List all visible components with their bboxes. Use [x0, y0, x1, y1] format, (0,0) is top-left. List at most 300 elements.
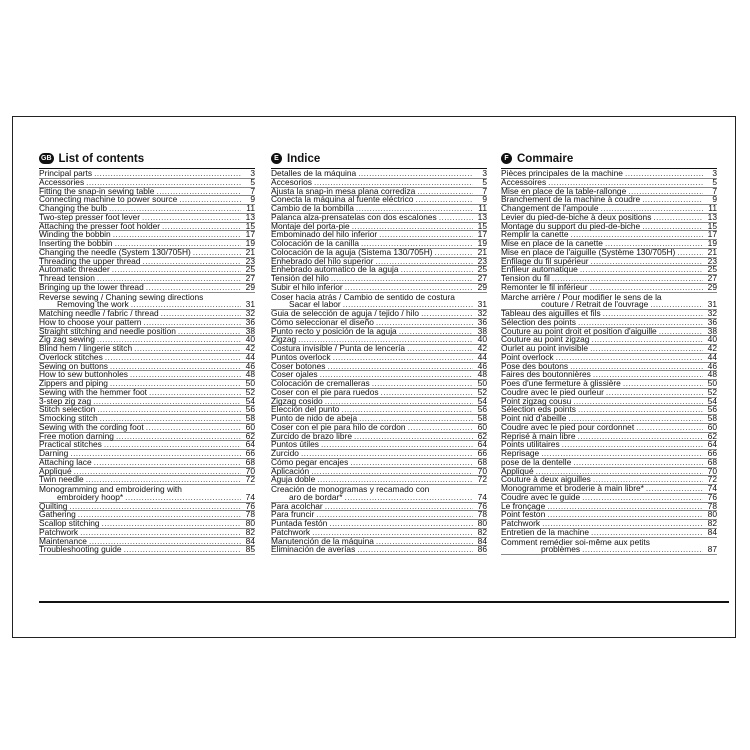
- toc-entry-title: Levier du pied-de-biche à deux positions: [501, 211, 652, 222]
- toc-entry-page: 3: [250, 168, 255, 178]
- toc-entry-title: Mise en place de l'aiguille (Système 130/705H): [501, 246, 676, 257]
- column-heading: [501, 151, 717, 169]
- toc-entry-title: Sewing with the hemmer foot: [39, 386, 147, 397]
- toc-entry-page: 11: [478, 203, 487, 213]
- toc-entry-title: Couture au point droit et position d'aiguille: [501, 325, 657, 336]
- toc-entry-title: Maintenance: [39, 535, 87, 546]
- toc-entry-title: Accessoires: [501, 176, 547, 187]
- toc-entry-title: Subir el hilo inferior: [271, 281, 343, 292]
- toc-entry-page: 40: [477, 334, 487, 345]
- dot-leader: [193, 248, 241, 257]
- toc-entry-title: Practical stitches: [39, 439, 102, 450]
- dot-leader: [325, 502, 473, 511]
- dot-leader: [636, 423, 703, 432]
- toc-entry-title: Sewing with the cording foot: [39, 421, 144, 432]
- toc-entry-title: Poes d'une fermeture à glissière: [501, 378, 621, 388]
- toc-entry-page: 60: [477, 421, 487, 432]
- toc-entry-title: Changement de l'ampoule: [501, 203, 599, 213]
- toc-entry-page: 15: [477, 220, 487, 231]
- toc-entry-page: 13: [245, 211, 255, 222]
- dot-leader: [376, 537, 473, 546]
- dot-leader: [325, 397, 473, 406]
- toc-entry-title: embroidery hoop*: [57, 491, 124, 502]
- toc-entry-title: Scallop stitching: [39, 518, 100, 528]
- toc-entry-title: Zurcido: [271, 448, 299, 458]
- contents-columns: [39, 151, 729, 601]
- toc-entry-title: Stitch selection: [39, 404, 96, 415]
- toc-entry-title: Changing the bulb: [39, 203, 107, 213]
- toc-entry-title: Monogramming and embroidering with: [39, 484, 182, 494]
- dot-leader: [331, 274, 473, 283]
- toc-entry-title: aro de bordar*: [289, 491, 343, 502]
- dot-leader: [94, 458, 241, 467]
- dot-leader: [659, 327, 703, 336]
- toc-entry-title: pose de la dentelle: [501, 456, 572, 467]
- toc-entry-page: 17: [477, 229, 487, 240]
- toc-entry-page: 21: [245, 246, 255, 257]
- toc-entry-title: Colocación de cremalleras: [271, 378, 370, 388]
- dot-leader: [113, 230, 241, 239]
- dot-leader: [94, 169, 241, 178]
- dot-leader: [74, 467, 241, 476]
- toc-entry-page: 38: [707, 325, 717, 336]
- toc-entry-page: 5: [250, 176, 255, 187]
- toc-entry-page: 82: [707, 518, 717, 528]
- column-title: List of contents: [58, 152, 145, 165]
- toc-entry-title: Accessories: [39, 176, 85, 187]
- toc-entry-title: Tableau des aiguilles et fils: [501, 308, 601, 318]
- toc-entry-page: 46: [245, 360, 255, 371]
- toc-entry-title: Comment remédier soi-même aux petits: [501, 536, 650, 547]
- toc-entry-page: 72: [245, 474, 255, 485]
- toc-entry-title: Patchwork: [271, 526, 311, 537]
- dot-leader: [591, 528, 703, 537]
- toc-entry-page: 68: [707, 456, 717, 467]
- toc-entry-page: 19: [707, 238, 717, 248]
- toc-entry-title: Costura invisible / Punta de lencería: [271, 343, 406, 353]
- toc-entry-title: Faires des boutonnières: [501, 369, 591, 380]
- toc-entry-title: How to sew buttonholes: [39, 369, 128, 380]
- toc-entry-page: 25: [707, 264, 717, 275]
- toc-entry-page: 31: [245, 299, 255, 310]
- toc-entry-title: Remplir la canette: [501, 229, 569, 240]
- toc-entry-page: 44: [245, 351, 255, 362]
- toc-entry-title: Couture au point zigzag: [501, 334, 590, 345]
- dot-leader: [625, 169, 703, 178]
- dot-leader: [350, 458, 473, 467]
- toc-entry-page: 9: [250, 194, 255, 205]
- toc-entry-title: Enhebrado automatico de la aguja: [271, 264, 399, 275]
- dot-leader: [408, 423, 473, 432]
- column-heading: [271, 151, 487, 169]
- dot-leader: [341, 405, 473, 414]
- dot-leader: [345, 283, 473, 292]
- toc-entry-title: Creación de monogramas y recamado con: [271, 484, 430, 494]
- toc-entry-page: 46: [707, 360, 717, 371]
- toc-entry-title: Aplicación: [271, 465, 310, 476]
- toc-entry-page: 84: [707, 526, 717, 537]
- toc-entry-page: 38: [245, 325, 255, 336]
- toc-entry-title: Accesorios: [271, 176, 312, 187]
- toc-entry-page: 23: [707, 255, 717, 266]
- column-spanish: [271, 151, 487, 555]
- toc-entry-title: Points utilitaires: [501, 439, 560, 450]
- dot-leader: [653, 213, 703, 222]
- toc-entry-title: Point overlock: [501, 351, 554, 362]
- toc-entry-title: Punto recto y posición de la aguja: [271, 325, 397, 336]
- dot-leader: [104, 440, 241, 449]
- toc-entry-page: 11: [708, 203, 717, 213]
- toc-entry-page: 84: [245, 535, 255, 546]
- dot-leader: [547, 502, 703, 511]
- column-heading: [39, 151, 255, 169]
- dot-leader: [134, 344, 241, 353]
- dot-leader: [372, 379, 473, 388]
- toc-entry-page: 46: [477, 360, 487, 371]
- toc-entry-page: 60: [707, 421, 717, 432]
- toc-entry-title: Enhebrado del hilo superior: [271, 255, 374, 266]
- column-french: [501, 151, 717, 555]
- dot-leader: [415, 195, 473, 204]
- toc-entry-title: Cambio de la bombilla: [271, 203, 354, 213]
- toc-entry-page: 29: [707, 281, 717, 292]
- dot-leader: [358, 169, 473, 178]
- dot-leader: [105, 353, 241, 362]
- dot-leader: [578, 405, 703, 414]
- toc-entry-title: Zippers and piping: [39, 378, 108, 388]
- dot-leader: [69, 502, 241, 511]
- toc-entry-title: Enfileur automatique: [501, 264, 578, 275]
- toc-entry-title: Reprisage: [501, 448, 540, 458]
- toc-entry-title: Removing the work: [57, 299, 129, 310]
- toc-entry-title: Point nid d'abeille: [501, 413, 567, 423]
- toc-list: [271, 170, 487, 555]
- toc-entry-title: Reverse sewing / Chaning sewing directions: [39, 291, 204, 302]
- dot-leader: [162, 222, 241, 231]
- dot-leader: [677, 248, 703, 257]
- dot-leader: [329, 519, 473, 528]
- language-badge: E: [271, 153, 282, 164]
- toc-entry-title: Enfilage du fil supérieur: [501, 255, 589, 266]
- toc-entry-page: 82: [477, 526, 487, 537]
- toc-entry-title: Cómo pegar encajes: [271, 456, 349, 467]
- toc-entry-page: 74: [707, 483, 717, 493]
- toc-entry-title: Para acolchar: [271, 500, 323, 511]
- toc-entry-page: 7: [250, 185, 255, 196]
- toc-list: [501, 170, 717, 555]
- dot-leader: [86, 475, 241, 484]
- toc-entry-title: Le fronçage: [501, 500, 546, 511]
- toc-entry-page: 60: [245, 421, 255, 432]
- dot-leader: [379, 230, 473, 239]
- dot-leader: [311, 467, 473, 476]
- toc-entry-title: Zurcido de brazo libre: [271, 430, 352, 441]
- toc-entry-page: 80: [245, 518, 255, 528]
- toc-entry-title: Elección del punto: [271, 404, 340, 415]
- toc-entry-title: Blind hem / lingerie stitch: [39, 343, 133, 353]
- dot-leader: [143, 257, 241, 266]
- toc-entry-title: Tensión del hilo: [271, 273, 329, 283]
- toc-entry-title: Automatic threader: [39, 264, 110, 275]
- toc-entry-title: Ourlet au point invisible: [501, 343, 589, 353]
- toc-entry-page: 42: [245, 343, 255, 353]
- toc-entry-page: 72: [707, 474, 717, 485]
- toc-entry-title: Couture à deux aiguilles: [501, 474, 591, 485]
- dot-leader: [97, 405, 241, 414]
- dot-leader: [562, 440, 703, 449]
- toc-entry-title: Tension du fil: [501, 273, 550, 283]
- toc-entry-title: Coser con el pie para ruedos: [271, 386, 379, 397]
- toc-entry-title: Mise en place de la table-rallonge: [501, 185, 627, 196]
- toc-entry-page: 17: [245, 229, 255, 240]
- toc-entry-page: 27: [707, 273, 717, 283]
- toc-entry-page: 44: [707, 351, 717, 362]
- dot-leader: [623, 379, 703, 388]
- toc-entry-title: Connecting machine to power source: [39, 194, 178, 205]
- toc-entry-title: Conecta la máquina al fuente eléctrico: [271, 194, 414, 205]
- toc-entry-title: Point feston: [501, 509, 546, 520]
- toc-entry-title: Puntos overlock: [271, 351, 331, 362]
- toc-entry-title: Puntada festón: [271, 518, 328, 528]
- toc-entry-page: 64: [245, 439, 255, 450]
- dot-leader: [317, 475, 473, 484]
- dot-leader: [110, 362, 241, 371]
- dot-leader: [130, 370, 241, 379]
- dot-leader: [417, 187, 473, 196]
- toc-entry-page: 54: [245, 395, 255, 406]
- toc-entry-page: 56: [707, 404, 717, 415]
- toc-entry-page: 25: [477, 264, 487, 275]
- toc-entry-page: 31: [707, 299, 717, 310]
- toc-entry-page: 50: [477, 378, 487, 388]
- toc-entry-page: 80: [477, 518, 487, 528]
- toc-entry-page: 52: [245, 386, 255, 397]
- toc-entry-title: Pièces principales de la machine: [501, 168, 623, 178]
- toc-entry: [271, 546, 487, 555]
- dot-leader: [590, 283, 703, 292]
- toc-entry-page: 66: [477, 448, 487, 458]
- toc-entry-page: 62: [477, 430, 487, 441]
- toc-entry-page: 76: [477, 500, 487, 511]
- toc-entry-page: 15: [707, 220, 717, 231]
- toc-entry-title: Coser ojales: [271, 369, 318, 380]
- dot-leader: [590, 344, 703, 353]
- column-title: Commaire: [517, 152, 574, 165]
- toc-entry-page: 70: [245, 465, 255, 476]
- dot-leader: [591, 335, 703, 344]
- toc-entry-page: 78: [245, 509, 255, 520]
- toc-entry-title: Coser con el pie para hilo de cordon: [271, 421, 406, 432]
- toc-entry-title: 3-step zig zag: [39, 395, 92, 406]
- toc-entry-title: Coser hacia atrás / Cambio de sentido de costura: [271, 291, 455, 302]
- toc-entry-title: Free motion darning: [39, 430, 114, 441]
- toc-entry-title: Manutención de la máquina: [271, 535, 374, 546]
- toc-entry-page: 15: [245, 220, 255, 231]
- toc-entry-page: 13: [707, 211, 717, 222]
- toc-entry-title: Fitting the snap-in sewing table: [39, 185, 155, 196]
- dot-leader: [407, 344, 473, 353]
- toc-entry-title: Guia de selección de aguja / tejido / hilo: [271, 308, 420, 318]
- toc-entry-page: 23: [477, 255, 487, 266]
- toc-entry-title: Patchwork: [39, 526, 79, 537]
- toc-entry-title: Aguja doble: [271, 474, 316, 485]
- dot-leader: [179, 195, 241, 204]
- toc-entry-title: problèmes: [541, 544, 581, 555]
- toc-entry-page: 48: [245, 369, 255, 380]
- toc-entry-title: Point zigzag cousu: [501, 395, 572, 406]
- toc-entry-page: 27: [245, 273, 255, 283]
- toc-entry-page: 58: [245, 413, 255, 423]
- toc-entry-page: 78: [477, 509, 487, 520]
- toc-entry-page: 44: [477, 351, 487, 362]
- toc-entry-page: 50: [707, 378, 717, 388]
- toc-entry-title: Matching needle / fabric / thread: [39, 308, 159, 318]
- toc-entry-page: 74: [477, 491, 487, 502]
- dot-leader: [80, 528, 241, 537]
- toc-entry-page: 54: [477, 395, 487, 406]
- toc-entry-page: 62: [707, 430, 717, 441]
- toc-entry-title: Smocking stitch: [39, 413, 98, 423]
- toc-entry-page: 68: [477, 456, 487, 467]
- dot-leader: [421, 309, 473, 318]
- toc-entry-title: Zigzag: [271, 334, 297, 345]
- toc-entry-title: Coser botones: [271, 360, 326, 371]
- toc-entry-title: Darning: [39, 448, 69, 458]
- toc-entry-page: 52: [707, 386, 717, 397]
- dot-leader: [70, 449, 241, 458]
- toc-entry-page: 68: [245, 456, 255, 467]
- toc-entry-title: Montage du support du pied-de-biche: [501, 220, 641, 231]
- toc-entry-page: 21: [477, 246, 487, 257]
- toc-entry-title: Straight stitching and needle position: [39, 325, 176, 336]
- toc-entry-title: Appliqué: [39, 465, 72, 476]
- toc-entry-title: Bringing up the lower thread: [39, 281, 144, 292]
- toc-entry-page: 76: [245, 500, 255, 511]
- dot-leader: [556, 353, 703, 362]
- dot-leader: [93, 397, 241, 406]
- dot-leader: [646, 484, 703, 493]
- toc-entry-page: 19: [245, 238, 255, 248]
- toc-entry-page: 64: [707, 439, 717, 450]
- toc-entry-page: 27: [477, 273, 487, 283]
- toc-entry-page: 19: [477, 238, 487, 248]
- toc-entry-page: 38: [477, 325, 487, 336]
- toc-entry-title: Winding the bobbin: [39, 229, 111, 240]
- dot-leader: [401, 265, 473, 274]
- toc-entry-page: 23: [245, 255, 255, 266]
- toc-entry-page: 66: [245, 448, 255, 458]
- toc-entry-page: 9: [482, 194, 487, 205]
- toc-entry-page: 70: [477, 465, 487, 476]
- bottom-rule: [39, 601, 729, 603]
- dot-leader: [650, 300, 703, 309]
- toc-entry-page: 56: [477, 404, 487, 415]
- dot-leader: [547, 510, 703, 519]
- toc-entry-page: 3: [482, 168, 487, 178]
- dot-leader: [112, 265, 241, 274]
- toc-entry-page: 84: [477, 535, 487, 546]
- toc-entry-title: Mise en place de la canette: [501, 238, 603, 248]
- toc-entry-title: Sélection eds points: [501, 404, 576, 415]
- toc-entry-title: Troubleshooting guide: [39, 544, 122, 555]
- dot-leader: [582, 545, 703, 554]
- toc-entry-title: Inserting the bobbin: [39, 238, 113, 248]
- toc-entry-page: 76: [707, 491, 717, 502]
- toc-entry-title: Coudre avec le pied pour cordonnet: [501, 421, 635, 432]
- toc-entry-page: 31: [477, 299, 487, 310]
- toc-entry-title: How to choose your pattern: [39, 316, 142, 327]
- toc-entry-page: 42: [477, 343, 487, 353]
- dot-leader: [399, 327, 473, 336]
- toc-entry-title: Two-step presser foot lever: [39, 211, 141, 222]
- dot-leader: [603, 309, 703, 318]
- toc-entry-title: Remonter le fil inférieur: [501, 281, 588, 292]
- toc-entry-page: 50: [245, 378, 255, 388]
- toc-entry-title: Sewing on buttons: [39, 360, 108, 371]
- toc-entry-page: 11: [246, 203, 255, 213]
- dot-leader: [606, 388, 703, 397]
- dot-leader: [354, 432, 473, 441]
- toc-entry-title: Zigzag cosido: [271, 395, 323, 406]
- toc-entry-title: Colocación de la aguja (Sistema 130/705H): [271, 246, 433, 257]
- toc-entry-page: 78: [707, 500, 717, 511]
- toc-entry-page: 36: [707, 316, 717, 327]
- toc-entry-title: Marche arrière / Pour modifier le sens de la: [501, 291, 662, 302]
- toc-entry-page: 3: [712, 168, 717, 178]
- toc-entry-title: Appliqué: [501, 465, 534, 476]
- toc-entry-page: 32: [245, 308, 255, 318]
- toc-entry-page: 25: [245, 264, 255, 275]
- toc-entry-title: Reprisé à main libre: [501, 430, 576, 441]
- dot-leader: [161, 309, 241, 318]
- dot-leader: [642, 222, 703, 231]
- dot-leader: [316, 510, 473, 519]
- toc-entry-title: Patchwork: [501, 518, 541, 528]
- toc-entry-page: 32: [707, 308, 717, 318]
- toc-entry-page: 7: [712, 185, 717, 196]
- toc-entry-title: Coudre avec le pied ourleur: [501, 386, 604, 397]
- toc-entry-title: Pose des boutons: [501, 360, 569, 371]
- toc-entry-title: Sélection des points: [501, 316, 576, 327]
- toc-entry-title: Monogramme et broderie à main libre*: [501, 483, 644, 493]
- dot-leader: [102, 519, 241, 528]
- dot-leader: [573, 458, 703, 467]
- toc-list: [39, 170, 255, 555]
- dot-leader: [124, 545, 241, 554]
- toc-entry-title: Zig zag sewing: [39, 334, 95, 345]
- toc-entry-title: Overlock stitches: [39, 351, 103, 362]
- toc-entry-page: 21: [707, 246, 717, 257]
- toc-entry-title: Attaching the presser foot holder: [39, 220, 161, 231]
- toc-entry-page: 54: [707, 395, 717, 406]
- dot-leader: [125, 493, 241, 502]
- toc-entry-title: Ajusta la snap-in mesa plana corrediza: [271, 185, 416, 196]
- dot-leader: [573, 397, 703, 406]
- toc-entry-title: Cómo seleccionar el diseño: [271, 316, 374, 327]
- toc-entry-page: 13: [477, 211, 487, 222]
- toc-entry-title: Para fruncir: [271, 509, 315, 520]
- toc-entry-page: 52: [477, 386, 487, 397]
- toc-entry-page: 5: [482, 176, 487, 187]
- toc-entry-page: 58: [707, 413, 717, 423]
- toc-entry-page: 62: [245, 430, 255, 441]
- toc-entry-title: Embominado del hilo inferior: [271, 229, 378, 240]
- toc-entry-title: Eliminación de averías: [271, 544, 356, 555]
- toc-entry-page: 72: [477, 474, 487, 485]
- dot-leader: [333, 353, 473, 362]
- toc-entry-page: 80: [707, 509, 717, 520]
- dot-leader: [642, 195, 703, 204]
